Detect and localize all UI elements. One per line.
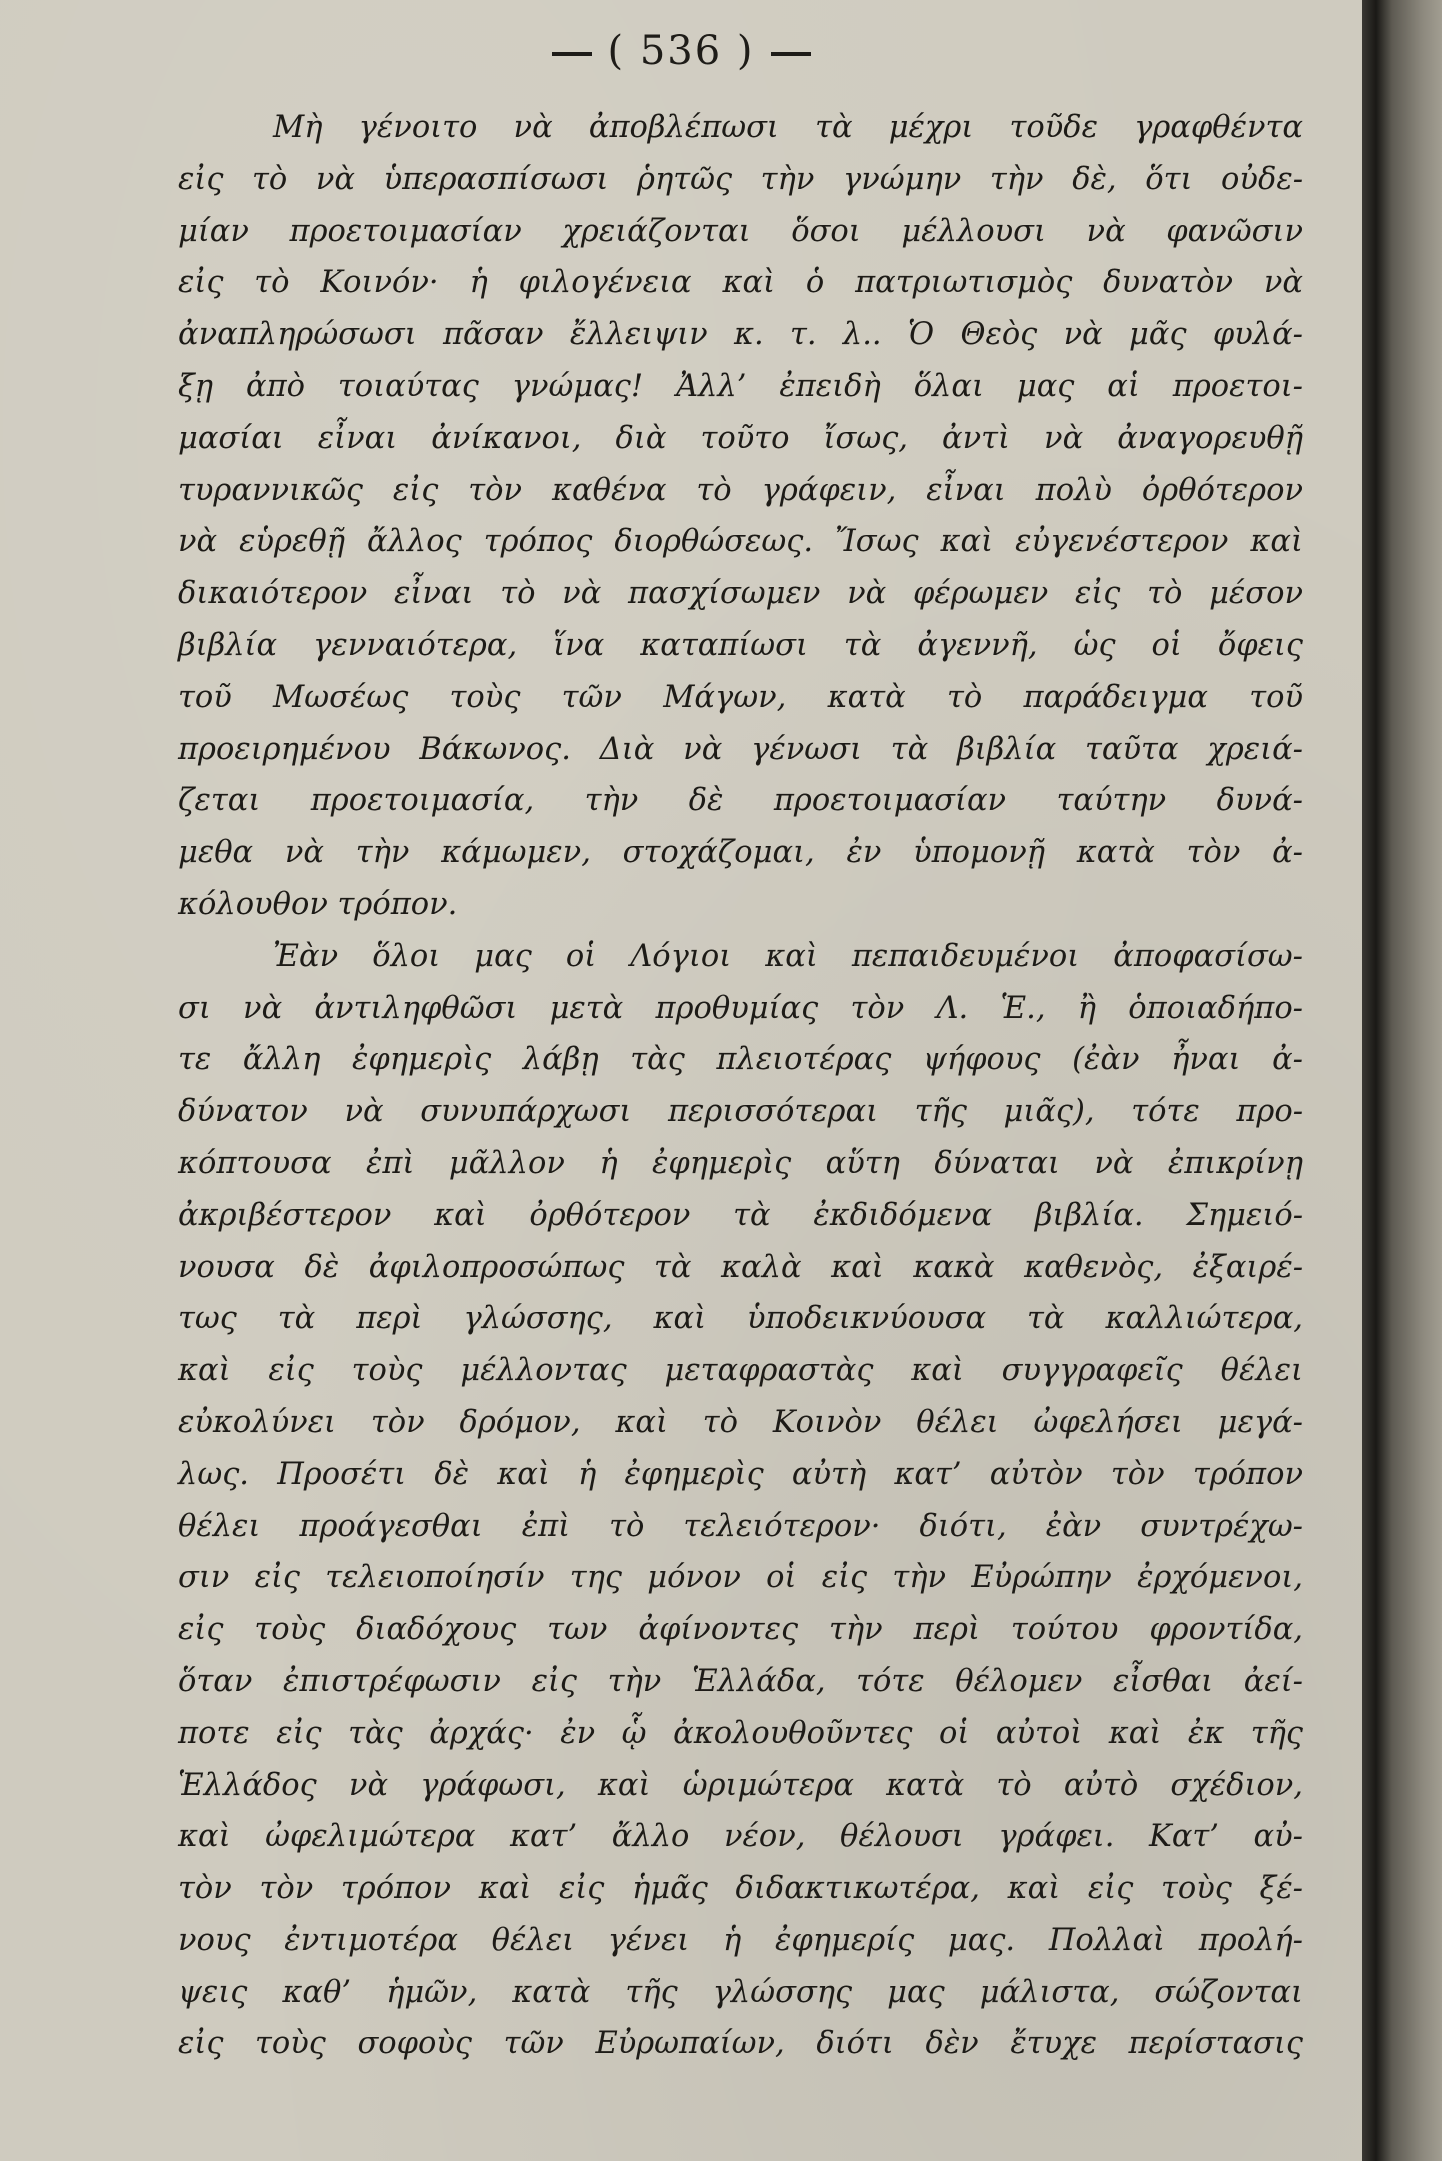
paragraph-2-line: σιν εἰς τελειοποίησίν της μόνον οἱ εἰς τὴν Εὐρώπην ἐρχόμενοι, xyxy=(178,1560,1303,1596)
paragraph-2-line: εὐκολύνει τὸν δρόμον, καὶ τὸ Κοινὸν θέλει ὠφελήσει μεγά- xyxy=(178,1404,1303,1440)
paragraph-1-line: μασίαι εἶναι ἀνίκανοι, διὰ τοῦτο ἴσως, ἀντὶ νὰ ἀναγορευθῇ xyxy=(178,420,1303,456)
paragraph-1-line: δικαιότερον εἶναι τὸ νὰ πασχίσωμεν νὰ φέρωμεν εἰς τὸ μέσον xyxy=(178,576,1303,612)
header-dash-left xyxy=(552,52,592,56)
paragraph-2-line: κόπτουσα ἐπὶ μᾶλλον ἡ ἐφημερὶς αὕτη δύναται νὰ ἐπικρίνῃ xyxy=(178,1145,1303,1181)
paragraph-1-line: Μὴ γένοιτο νὰ ἀποβλέπωσι τὰ μέχρι τοῦδε γραφθέντα xyxy=(273,110,1303,145)
paragraph-1-line: βιβλία γενναιότερα, ἵνα καταπίωσι τὰ ἀγεννῆ, ὡς οἱ ὄφεις xyxy=(178,627,1303,663)
paragraph-1-line: νὰ εὑρεθῇ ἄλλος τρόπος διορθώσεως. Ἴσως καὶ εὐγενέστερον καὶ xyxy=(178,524,1303,560)
paragraph-2-line: Ἑλλάδος νὰ γράφωσι, καὶ ὡριμώτερα κατὰ τὸ αὐτὸ σχέδιον, xyxy=(178,1767,1303,1803)
paragraph-1-line: τοῦ Μωσέως τοὺς τῶν Μάγων, κατὰ τὸ παράδειγμα τοῦ xyxy=(178,679,1303,715)
paragraph-2-line: εἰς τοὺς σοφοὺς τῶν Εὐρωπαίων, διότι δὲν ἔτυχε περίστασις xyxy=(178,2026,1303,2062)
paragraph-1-line: ζεται προετοιμασία, τὴν δὲ προετοιμασίαν ταύτην δυνά- xyxy=(178,783,1303,819)
book-gutter-shadow xyxy=(1362,0,1442,2161)
paragraph-2-line: ἀκριβέστερον καὶ ὀρθότερον τὰ ἐκδιδόμενα βιβλία. Σημειό- xyxy=(178,1197,1303,1233)
paragraph-1-line: τυραννικῶς εἰς τὸν καθένα τὸ γράφειν, εἶναι πολὺ ὀρθότερον xyxy=(178,472,1303,508)
paragraph-2-line: Ἐὰν ὅλοι μας οἱ Λόγιοι καὶ πεπαιδευμένοι ἀποφασίσω- xyxy=(273,938,1303,974)
paragraph-1-line: μίαν προετοιμασίαν χρειάζονται ὅσοι μέλλουσι νὰ φανῶσιν xyxy=(178,213,1303,249)
paragraph-1-line: εἰς τὸ νὰ ὑπερασπίσωσι ῥητῶς τὴν γνώμην τὴν δὲ, ὅτι οὐδε- xyxy=(178,161,1303,197)
paragraph-2-line: νουσα δὲ ἀφιλοπροσώπως τὰ καλὰ καὶ κακὰ καθενὸς, ἐξαιρέ- xyxy=(178,1249,1303,1285)
paragraph-2-line: τε ἄλλη ἐφημερὶς λάβῃ τὰς πλειοτέρας ψήφους (ἐὰν ἦναι ἀ- xyxy=(178,1042,1303,1078)
paragraph-2-line: ψεις καθ’ ἡμῶν, κατὰ τῆς γλώσσης μας μάλιστα, σώζονται xyxy=(178,1974,1303,2010)
paragraph-1-line: εἰς τὸ Κοινόν· ἡ φιλογένεια καὶ ὁ πατριωτισμὸς δυνατὸν νὰ xyxy=(178,265,1303,301)
paragraph-2-line: τως τὰ περὶ γλώσσης, καὶ ὑποδεικνύουσα τὰ καλλιώτερα, xyxy=(178,1301,1303,1337)
paragraph-1-line: προειρημένου Βάκωνος. Διὰ νὰ γένωσι τὰ βιβλία ταῦτα χρειά- xyxy=(178,731,1303,767)
paragraph-2-line: τὸν τὸν τρόπον καὶ εἰς ἡμᾶς διδακτικωτέρα, καὶ εἰς τοὺς ξέ- xyxy=(178,1871,1303,1907)
header-dash-right xyxy=(771,52,811,56)
paragraph-1-line: ἀναπληρώσωσι πᾶσαν ἔλλειψιν κ. τ. λ.. Ὁ Θεὸς νὰ μᾶς φυλά- xyxy=(178,317,1303,353)
paragraph-2-line: καὶ εἰς τοὺς μέλλοντας μεταφραστὰς καὶ συγγραφεῖς θέλει xyxy=(178,1353,1303,1389)
paragraph-2-line: νους ἐντιμοτέρα θέλει γένει ἡ ἐφημερίς μας. Πολλαὶ προλή- xyxy=(178,1922,1303,1958)
paragraph-2-line: θέλει προάγεσθαι ἐπὶ τὸ τελειότερον· διότι, ἐὰν συντρέχω- xyxy=(178,1508,1303,1544)
paragraph-2-line: δύνατον νὰ συνυπάρχωσι περισσότεραι τῆς μιᾶς), τότε προ- xyxy=(178,1094,1303,1130)
paragraph-2-line: σι νὰ ἀντιληφθῶσι μετὰ προθυμίας τὸν Λ. Ἑ., ἢ ὁποιαδήπο- xyxy=(178,990,1303,1026)
paragraph-2-line: εἰς τοὺς διαδόχους των ἀφίνοντες τὴν περὶ τούτου φροντίδα, xyxy=(178,1612,1303,1648)
paragraph-1-line: ξῃ ἀπὸ τοιαύτας γνώμας! Ἀλλ’ ἐπειδὴ ὅλαι μας αἱ προετοι- xyxy=(178,368,1303,404)
paragraph-1-line: μεθα νὰ τὴν κάμωμεν, στοχάζομαι, ἐν ὑπομονῇ κατὰ τὸν ἀ- xyxy=(178,835,1303,871)
paragraph-2-line: ποτε εἰς τὰς ἀρχάς· ἐν ᾧ ἀκολουθοῦντες οἱ αὐτοὶ καὶ ἐκ τῆς xyxy=(178,1715,1303,1751)
page-header xyxy=(0,28,1362,74)
paragraph-1-line: κόλουθον τρόπον. xyxy=(178,886,458,922)
page-number: ( 536 ) xyxy=(607,28,755,74)
paragraph-2-line: καὶ ὠφελιμώτερα κατ’ ἄλλο νέον, θέλουσι γράφει. Κατ’ αὐ- xyxy=(178,1819,1303,1855)
paragraph-2-line: ὅταν ἐπιστρέφωσιν εἰς τὴν Ἑλλάδα, τότε θέλομεν εἶσθαι ἀεί- xyxy=(178,1663,1303,1699)
body-text xyxy=(178,102,1303,2070)
paragraph-2-line: λως. Προσέτι δὲ καὶ ἡ ἐφημερὶς αὐτὴ κατ’ αὐτὸν τὸν τρόπον xyxy=(178,1456,1303,1492)
